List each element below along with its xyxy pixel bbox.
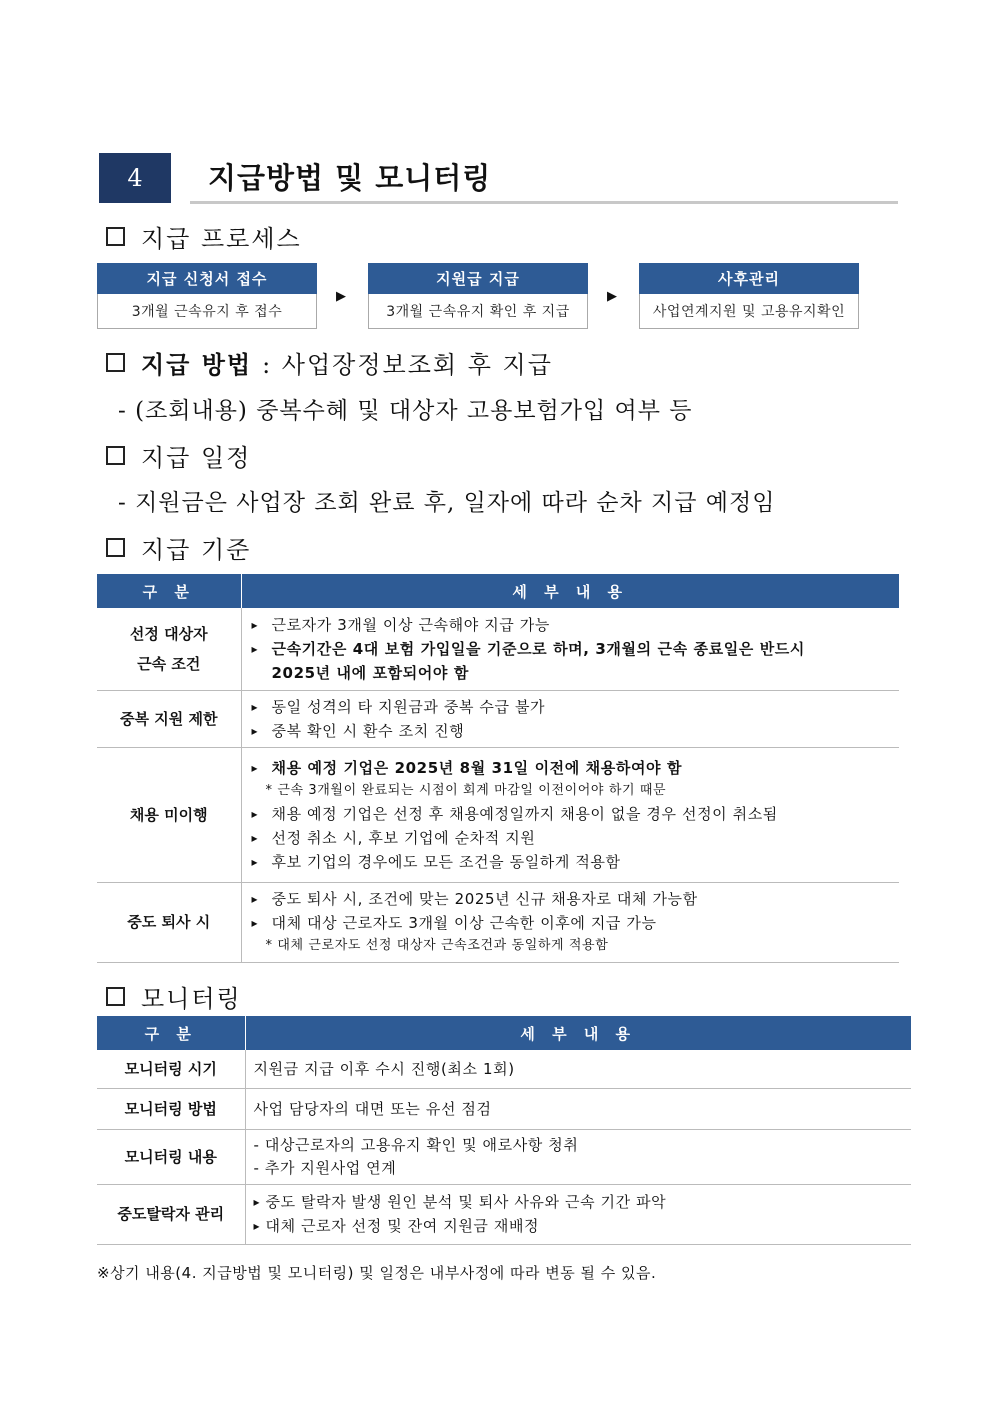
row-label: 모니터링 방법 [97,1088,245,1129]
row-content [241,747,899,882]
row-label: 모니터링 시기 [97,1050,245,1088]
process-step-title: 지급 신청서 접수 [97,263,317,294]
table-row [97,1088,911,1129]
heading-schedule: 지급 일정 [106,438,251,473]
process-step-2 [368,263,588,329]
process-step-desc: 사업연계지원 및 고용유지확인 [639,294,859,329]
list-item: ▸ 근속기간은 4대 보험 가입일을 기준으로 하며, 3개월의 근속 종료일은 반드시 [250,637,900,661]
process-step-title: 지원급 지급 [368,263,588,294]
section-title: 지급방법 및 모니터링 [208,161,492,195]
table-header-row [97,574,899,608]
row-label: 선정 대상자 근속 조건 [97,608,241,690]
row-label: 중도 퇴사 시 [97,882,241,962]
list-item: ▸ 선정 취소 시, 후보 기업에 순차적 지원 [250,826,900,850]
monitoring-table [97,1016,911,1245]
table-row [97,1129,911,1184]
list-item: - 대상근로자의 고용유지 확인 및 애로사항 청취 [253,1135,579,1154]
table-row [97,1050,911,1088]
row-label: 중복 지원 제한 [97,690,241,747]
arrow-right-icon: ▶ [336,289,346,304]
list-item: ▸ 채용 예정 기업은 선정 후 채용예정일까지 채용이 없을 경우 선정이 취소됨 [250,802,900,826]
list-item: ▸ 중도 탈락자 발생 원인 분석 및 퇴사 사유와 근속 기간 파악 [254,1190,912,1214]
checkbox-square-icon [106,353,125,372]
heading-process: 지급 프로세스 [106,219,302,254]
heading-criteria: 지급 기준 [106,530,251,565]
list-item: ▸ 대체 근로자 선정 및 잔여 지원금 재배정 [254,1214,912,1238]
table-row [97,882,899,962]
table-header-row [97,1016,911,1050]
process-step-title: 사후관리 [639,263,859,294]
process-step-1 [97,263,317,329]
table-row [97,690,899,747]
list-item: ▸ 후보 기업의 경우에도 모든 조건을 동일하게 적용함 [250,850,900,874]
list-item: ▸ 채용 예정 기업은 2025년 8월 31일 이전에 채용하여야 함 [250,756,900,780]
footnote: ※상기 내용(4. 지급방법 및 모니터링) 및 일정은 내부사정에 따라 변동 될 수 있음. [97,1264,657,1282]
checkbox-square-icon [106,538,125,557]
row-content: 사업 담당자의 대면 또는 유선 점검 [245,1088,911,1129]
list-item: ▸ 대체 대상 근로자도 3개월 이상 근속한 이후에 지급 가능 [250,911,900,935]
note-item: * 대체 근로자도 선정 대상자 근속조건과 동일하게 적용함 [250,935,900,957]
row-content [245,1184,911,1244]
row-label: 채용 미이행 [97,747,241,882]
table-row [97,1184,911,1244]
row-content [241,608,899,690]
process-step-3 [639,263,859,329]
row-content [241,690,899,747]
list-item: ▸ 중도 퇴사 시, 조건에 맞는 2025년 신규 채용자로 대체 가능함 [250,887,900,911]
table-header: 구 분 [97,1016,245,1050]
note-item: * 근속 3개월이 완료되는 시점이 회계 마감일 이전이어야 하기 때문 [250,780,900,802]
checkbox-square-icon [106,446,125,465]
row-content: 지원금 지급 이후 수시 진행(최소 1회) [245,1050,911,1088]
criteria-table [97,574,899,963]
table-header: 세 부 내 용 [241,574,899,608]
method-detail: - (조회내용) 중복수혜 및 대상자 고용보험가입 여부 등 [118,398,693,424]
process-step-desc: 3개월 근속유지 후 접수 [97,294,317,329]
row-label: 중도탈락자 관리 [97,1184,245,1244]
checkbox-square-icon [106,987,125,1006]
table-row [97,608,899,690]
row-content [241,882,899,962]
checkbox-square-icon [106,227,125,246]
list-item-continuation: 2025년 내에 포함되어야 함 [271,663,469,682]
list-item: ▸ 근로자가 3개월 이상 근속해야 지급 가능 [250,613,900,637]
section-divider [190,201,898,204]
list-item: ▸ 동일 성격의 타 지원금과 중복 수급 불가 [250,695,900,719]
heading-method: 지급 방법 : 사업장정보조회 후 지급 [106,345,553,380]
section-number: 4 [99,153,171,203]
process-step-desc: 3개월 근속유지 확인 후 지급 [368,294,588,329]
table-row [97,747,899,882]
heading-monitoring: 모니터링 [106,979,242,1014]
list-item: ▸ 중복 확인 시 환수 조치 진행 [250,719,900,743]
row-content [245,1129,911,1184]
table-header: 세 부 내 용 [245,1016,911,1050]
row-label: 모니터링 내용 [97,1129,245,1184]
list-item: - 추가 지원사업 연계 [253,1158,397,1177]
arrow-right-icon: ▶ [607,289,617,304]
schedule-detail: - 지원금은 사업장 조회 완료 후, 일자에 따라 순차 지급 예정임 [118,490,776,516]
table-header: 구 분 [97,574,241,608]
